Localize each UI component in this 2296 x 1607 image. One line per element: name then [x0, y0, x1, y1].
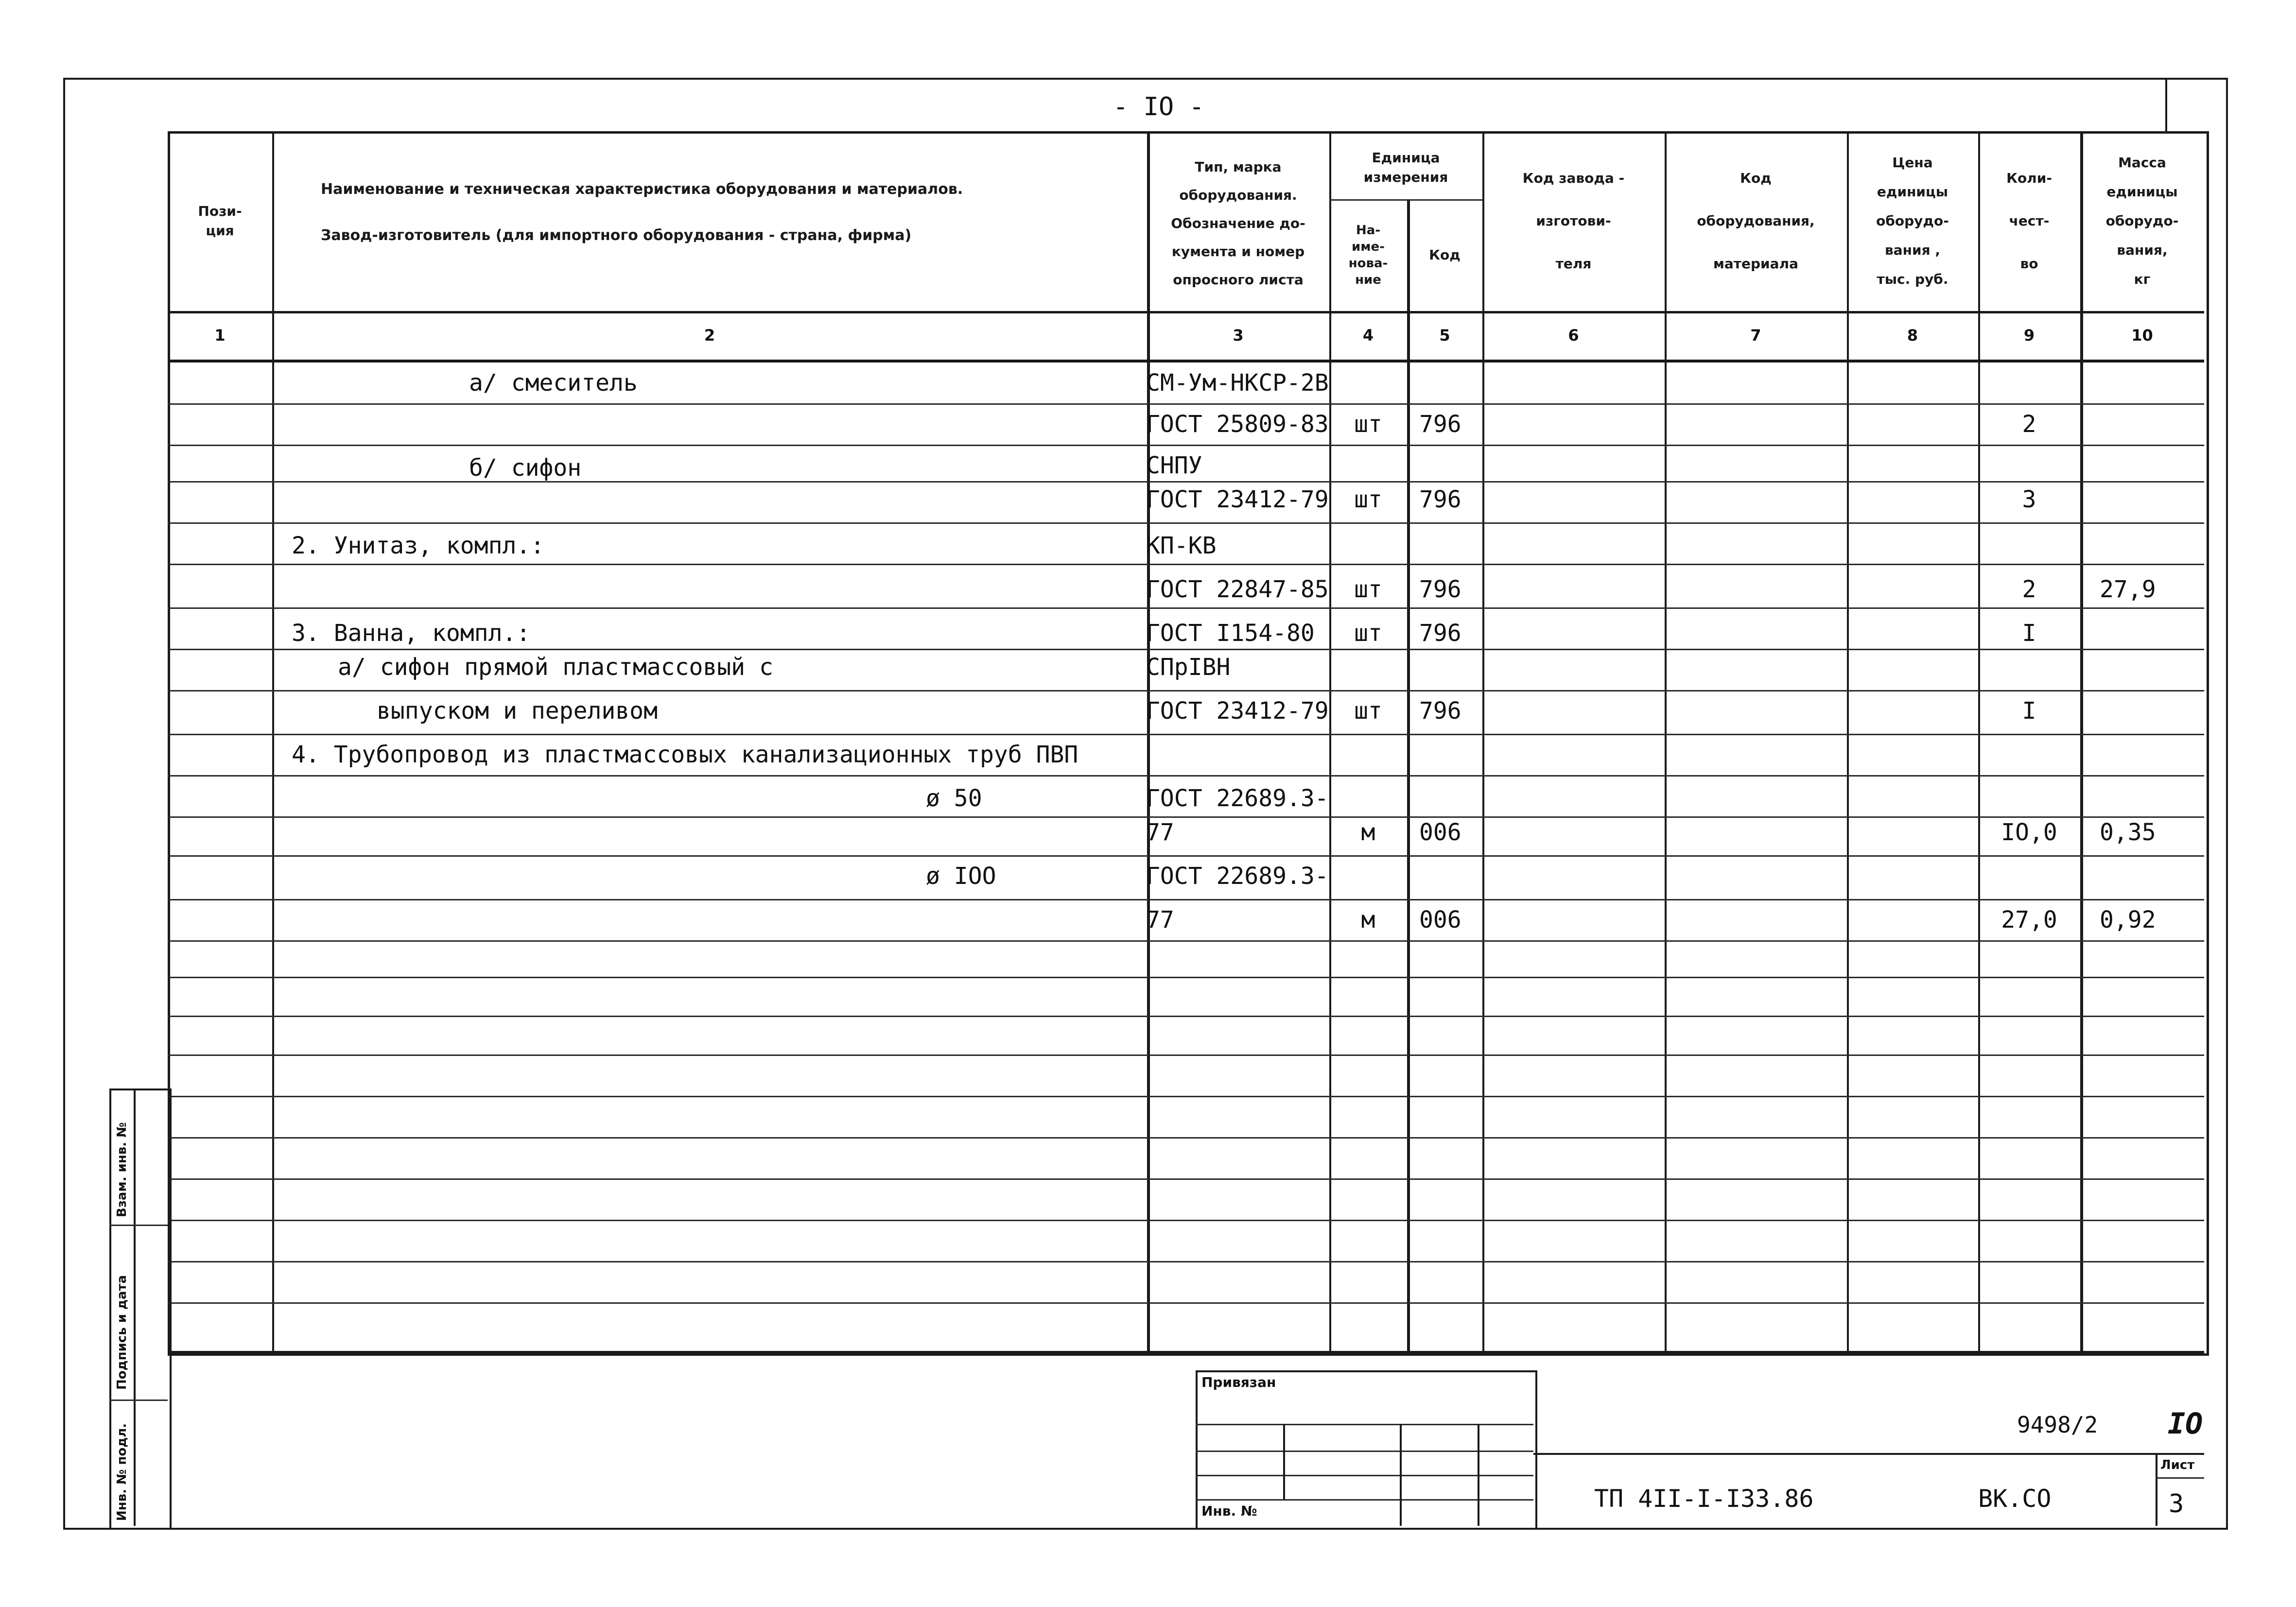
item-quantity: 2	[2022, 576, 2036, 603]
item-doc: 77	[1146, 906, 1174, 933]
item-name: 2. Унитаз, компл.:	[292, 532, 545, 559]
column-number: 8	[1907, 326, 1918, 345]
item-unit-code: 796	[1419, 620, 1461, 647]
sidebar-line	[109, 1400, 168, 1401]
item-quantity: I	[2022, 697, 2036, 725]
col-divider	[2080, 131, 2083, 1351]
row-line	[168, 899, 2204, 900]
item-unit: шт	[1354, 486, 1382, 513]
item-doc: 77	[1146, 819, 1174, 846]
item-doc: ГОСТ I154-80	[1146, 620, 1315, 647]
col-divider	[1329, 131, 1331, 1351]
row-line	[168, 816, 2204, 818]
row-line	[168, 607, 2204, 609]
item-quantity: I	[2022, 620, 2036, 647]
header-equipment-code: Код оборудования, материала	[1697, 170, 1815, 272]
header-unit-name: На- име- нова- ние	[1348, 223, 1388, 287]
section-code: ВК.СО	[1978, 1485, 2052, 1513]
item-name: 3. Ванна, компл.:	[292, 620, 531, 647]
header-type-doc: Тип, марка оборудования. Обозначение до- кумента и номер опросного листа	[1171, 159, 1305, 288]
handwritten-number: IO	[2168, 1407, 2203, 1441]
item-doc: СМ-Ум-НКСР-2В	[1146, 369, 1329, 397]
row-line	[168, 1178, 2204, 1180]
item-doc: ГОСТ 23412-79	[1146, 486, 1329, 513]
item-unit: шт	[1354, 411, 1382, 438]
top-right-tab-line	[2165, 78, 2167, 131]
row-line	[168, 649, 2204, 650]
sheet-label: Лист	[2160, 1458, 2195, 1472]
item-doc: ГОСТ 22689.3-	[1146, 785, 1329, 812]
archive-number: 9498/2	[2017, 1412, 2098, 1438]
row-line	[168, 522, 2204, 524]
sidebar-line	[109, 1225, 168, 1226]
column-number: 2	[704, 326, 715, 345]
item-name: а/ сифон прямой пластмассовый с	[338, 654, 773, 681]
project-code: ТП 4II-I-I33.86	[1594, 1485, 1814, 1513]
row-line	[168, 445, 2204, 446]
item-doc: ГОСТ 22847-85	[1146, 576, 1329, 603]
column-number: 7	[1750, 326, 1761, 345]
row-line	[168, 1096, 2204, 1097]
item-doc: СНПУ	[1146, 452, 1202, 479]
row-line	[168, 1016, 2204, 1017]
item-unit-code: 796	[1419, 697, 1461, 725]
column-number: 9	[2023, 326, 2035, 345]
sidebar-sign-date: Подпись и дата	[115, 1275, 129, 1390]
row-line	[168, 1261, 2204, 1262]
row-line	[168, 1220, 2204, 1221]
attached-label: Привязан	[1201, 1374, 1276, 1390]
row-line	[168, 734, 2204, 735]
row-line	[168, 403, 2204, 405]
col-divider	[1147, 131, 1150, 1351]
colnum-bottom-line	[168, 360, 2204, 363]
item-doc: КП-КВ	[1146, 532, 1217, 559]
column-number: 10	[2131, 326, 2153, 345]
item-name: б/ сифон	[469, 454, 582, 482]
item-name: 4. Трубопровод из пластмассовых канализационных труб ПВП	[292, 741, 1078, 768]
item-name: выпуском и переливом	[377, 697, 658, 725]
title-block-mid-line	[1533, 1453, 2204, 1455]
item-unit-code: 796	[1419, 411, 1461, 438]
item-mass: 0,35	[2100, 819, 2156, 846]
stamp-line	[1196, 1499, 1533, 1501]
header-quantity: Коли- чест- во	[2006, 170, 2052, 272]
item-quantity: 27,0	[2001, 906, 2057, 933]
item-quantity: 3	[2022, 486, 2036, 513]
header-name-line2: Завод-изготовитель (для импортного оборудования - страна, фирма)	[321, 227, 912, 244]
stamp-line	[1196, 1451, 1533, 1452]
header-unit-code: Код	[1429, 247, 1461, 263]
item-doc: ГОСТ 23412-79	[1146, 697, 1329, 725]
row-line	[168, 855, 2204, 857]
item-mass: 27,9	[2100, 576, 2156, 603]
item-unit-code: 796	[1419, 486, 1461, 513]
column-number: 5	[1439, 326, 1450, 345]
stamp-line	[1196, 1475, 1533, 1476]
header-unit-price: Цена единицы оборудо- вания , тыс. руб.	[1876, 155, 1949, 287]
col-divider	[1665, 131, 1667, 1351]
row-line	[168, 1302, 2204, 1304]
item-name: ø 50	[926, 785, 982, 812]
col-divider	[1978, 131, 1980, 1351]
header-unit-group: Единица измерения	[1363, 150, 1448, 185]
row-line	[168, 564, 2204, 565]
stamp-col	[1400, 1424, 1402, 1526]
row-line	[168, 1054, 2204, 1056]
item-quantity: 2	[2022, 411, 2036, 438]
column-number: 6	[1568, 326, 1579, 345]
stamp-col	[1478, 1424, 1479, 1526]
item-name: ø IOO	[926, 863, 996, 890]
stamp-col	[1283, 1424, 1285, 1499]
header-unit-mass: Масса единицы оборудо- вания, кг	[2105, 155, 2179, 287]
item-doc: СПрIВН	[1146, 654, 1231, 681]
item-unit: шт	[1354, 620, 1382, 647]
column-number: 1	[214, 326, 226, 345]
item-doc: ГОСТ 22689.3-	[1146, 863, 1329, 890]
item-unit: м	[1361, 819, 1375, 846]
page-number: - IO -	[1113, 92, 1204, 121]
item-doc: ГОСТ 25809-83	[1146, 411, 1329, 438]
col-divider	[272, 131, 274, 1351]
col-divider	[1847, 131, 1849, 1351]
sidebar-divider	[134, 1089, 136, 1526]
sheet-box-line	[2156, 1477, 2204, 1479]
row-line	[168, 775, 2204, 777]
header-bottom-line	[168, 311, 2204, 313]
item-unit: шт	[1354, 697, 1382, 725]
item-unit-code: 006	[1419, 819, 1461, 846]
title-block-top-line	[168, 1351, 2204, 1353]
header-position: Пози- ция	[198, 203, 242, 239]
item-unit: м	[1361, 906, 1375, 933]
column-number: 3	[1233, 326, 1244, 345]
item-name: а/ смеситель	[469, 369, 638, 397]
row-line	[168, 690, 2204, 691]
col-divider	[1482, 131, 1484, 1351]
column-number: 4	[1362, 326, 1374, 345]
sheet-number: 3	[2169, 1489, 2184, 1519]
sheet-box-divider	[2156, 1453, 2157, 1526]
item-quantity: IO,0	[2001, 819, 2057, 846]
item-unit-code: 796	[1419, 576, 1461, 603]
inv-label: Инв. №	[1201, 1503, 1257, 1519]
header-name-line1: Наименование и техническая характеристика оборудования и материалов.	[321, 181, 963, 198]
item-mass: 0,92	[2100, 906, 2156, 933]
stamp-line	[1196, 1424, 1533, 1425]
sidebar-inv-orig: Инв. № подл.	[115, 1423, 129, 1521]
row-line	[168, 1137, 2204, 1139]
sidebar-replace-inv: Взам. инв. №	[115, 1122, 129, 1217]
item-unit-code: 006	[1419, 906, 1461, 933]
header-factory-code: Код завода - изготови- теля	[1522, 170, 1625, 272]
row-line	[168, 940, 2204, 942]
item-unit: шт	[1354, 576, 1382, 603]
row-line	[168, 977, 2204, 978]
